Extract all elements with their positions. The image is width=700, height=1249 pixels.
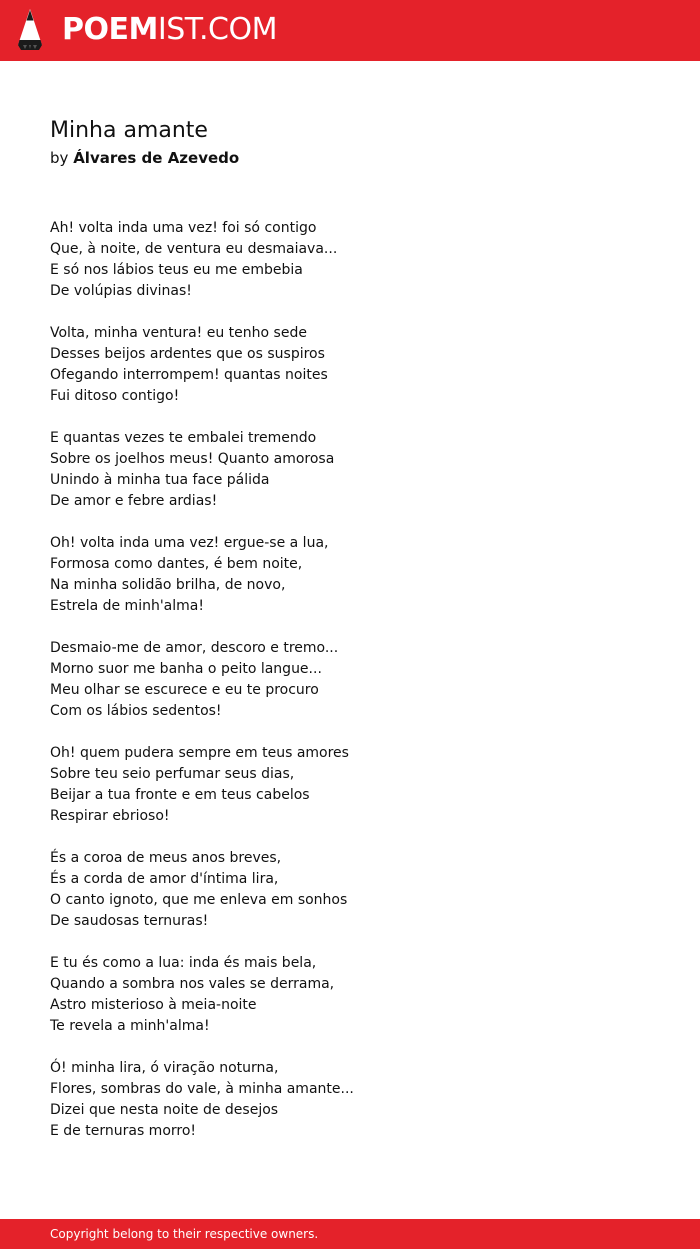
poem-line: Respirar ebrioso! [50, 808, 170, 824]
poem-line: Desses beijos ardentes que os suspiros [50, 346, 325, 362]
poem-stanza [50, 323, 650, 407]
poem-stanza [50, 218, 650, 302]
by-label: by [50, 149, 69, 167]
poem-line: Ofegando interrompem! quantas noites [50, 367, 328, 383]
poem-stanza [50, 743, 650, 827]
poem-stanza [50, 638, 650, 722]
poem-line: Astro misterioso à meia-noite [50, 997, 257, 1013]
poem-line: Oh! volta inda uma vez! ergue-se a lua, [50, 535, 329, 551]
poem-line: Formosa como dantes, é bem noite, [50, 556, 303, 572]
poem-line: Estrela de minh'alma! [50, 598, 204, 614]
poem-line: E de ternuras morro! [50, 1123, 197, 1139]
poem-line: Fui ditoso contigo! [50, 388, 180, 404]
poem-stanza [50, 1058, 650, 1142]
poem-line: Volta, minha ventura! eu tenho sede [50, 325, 307, 341]
poem-line: Flores, sombras do vale, à minha amante... [50, 1081, 354, 1097]
poem-line: Na minha solidão brilha, de novo, [50, 577, 286, 593]
poem-stanza [50, 848, 650, 932]
poem-line: E tu és como a lua: inda és mais bela, [50, 955, 317, 971]
poem-line: Dizei que nesta noite de desejos [50, 1102, 279, 1118]
poem-author: Álvares de Azevedo [73, 149, 240, 167]
site-logo-link[interactable] [62, 13, 277, 47]
poem-line: Meu olhar se escurece e eu te procuro [50, 682, 319, 698]
poem-line: E quantas vezes te embalei tremendo [50, 430, 317, 446]
copyright-notice: Copyright belong to their respective owners. [50, 1227, 319, 1241]
site-footer [0, 1219, 700, 1249]
poem-line: Sobre os joelhos meus! Quanto amorosa [50, 451, 335, 467]
poem-title: Minha amante [50, 118, 208, 143]
poem-line: E só nos lábios teus eu me embebia [50, 262, 303, 278]
pencil-tip-icon[interactable] [17, 9, 43, 51]
poem-line: Que, à noite, de ventura eu desmaiava... [50, 241, 338, 257]
poem-line: Te revela a minh'alma! [50, 1018, 210, 1034]
poem-line: És a coroa de meus anos breves, [50, 850, 282, 866]
poem-line: Unindo à minha tua face pálida [50, 472, 270, 488]
poem-stanza [50, 533, 650, 617]
brand-name-light: IST.COM [157, 12, 277, 47]
poem-line: Quando a sombra nos vales se derrama, [50, 976, 335, 992]
poem-body [50, 218, 650, 1163]
poem-line: Beijar a tua fronte e em teus cabelos [50, 787, 310, 803]
poem-stanza [50, 428, 650, 512]
poem-line: Morno suor me banha o peito langue... [50, 661, 322, 677]
poem-line: O canto ignoto, que me enleva em sonhos [50, 892, 348, 908]
poem-line: De volúpias divinas! [50, 283, 192, 299]
poem-line: Ah! volta inda uma vez! foi só contigo [50, 220, 317, 236]
poem-line: De saudosas ternuras! [50, 913, 209, 929]
poem-line: De amor e febre ardias! [50, 493, 218, 509]
poem-line: Ó! minha lira, ó viração noturna, [50, 1060, 279, 1076]
poem-line: Sobre teu seio perfumar seus dias, [50, 766, 295, 782]
poem-line: Desmaio-me de amor, descoro e tremo... [50, 640, 339, 656]
poem-line: Com os lábios sedentos! [50, 703, 222, 719]
site-header [0, 0, 700, 61]
poem-line: És a corda de amor d'íntima lira, [50, 871, 279, 887]
poem-line: Oh! quem pudera sempre em teus amores [50, 745, 349, 761]
poem-byline [50, 148, 239, 169]
poem-stanza [50, 953, 650, 1037]
brand-name-bold: POEM [62, 12, 158, 47]
